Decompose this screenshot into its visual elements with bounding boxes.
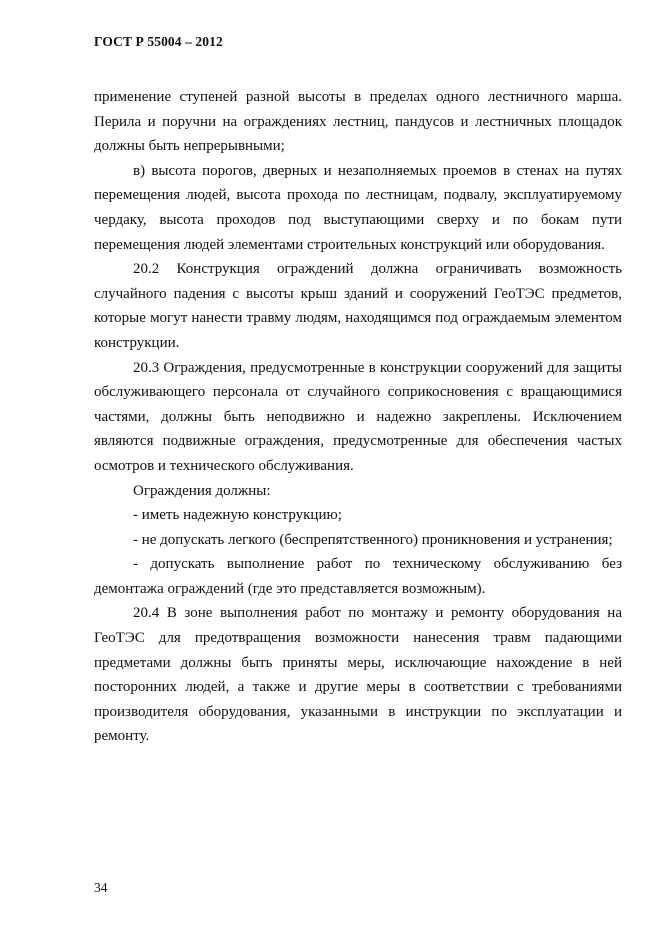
paragraph-requirements-intro: Ограждения должны: [133, 482, 271, 499]
paragraph-20-2: 20.2 Конструкция ограждений должна ограничивать возможность случайного падения с высоты крыш зданий и сооружений ГеоТЭС предметов, которые могут нанести травму людям, находящимся под ограждаемым элементом конструкции. [94, 261, 622, 351]
paragraph-stairs-continuation: применение ступеней разной высоты в пределах одного лестничного марша. Перила и поручни на ограждениях лестниц, пандусов и лестничных площадок должны быть непрерывными; [94, 89, 622, 155]
paragraph-20-4: 20.4 В зоне выполнения работ по монтажу и ремонту оборудования на ГеоТЭС для предотвращения возможности нанесения травм падающими предметами должны быть приняты меры, исключающие нахождение в ней посторонних людей, а также и другие меры в соответствии с требованиями производителя оборудования, указанными в инструкции по эксплуатации и ремонту. [94, 605, 622, 745]
document-header: ГОСТ Р 55004 – 2012 [94, 34, 223, 49]
list-item-maintenance-access: - допускать выполнение работ по техническому обслуживанию без демонтажа ограждений (где это представляется возможным). [94, 556, 622, 597]
list-item-no-easy-removal: - не допускать легкого (беспрепятственного) проникновения и устранения; [133, 531, 613, 548]
paragraph-item-v: в) высота порогов, дверных и незаполняемых проемов в стенах на путях перемещения людей, высота прохода по лестницам, подвалу, эксплуатируемому чердаку, высота проходов под выступающими сверху и по бокам пути перемещения людей элементами строительных конструкций или оборудования. [94, 162, 622, 253]
paragraph-20-3: 20.3 Ограждения, предусмотренные в конструкции сооружений для защиты обслуживающего персонала от случайного соприкосновения с вращающимися частями, должны быть неподвижно и надежно закреплены. Исключением являются подвижные ограждения, предусмотренные для обеспечения частых осмотров и технического обслуживания. [94, 359, 622, 474]
list-item-reliable-construction: - иметь надежную конструкцию; [133, 507, 342, 524]
document-body [94, 85, 622, 749]
page-number: 34 [94, 880, 108, 895]
